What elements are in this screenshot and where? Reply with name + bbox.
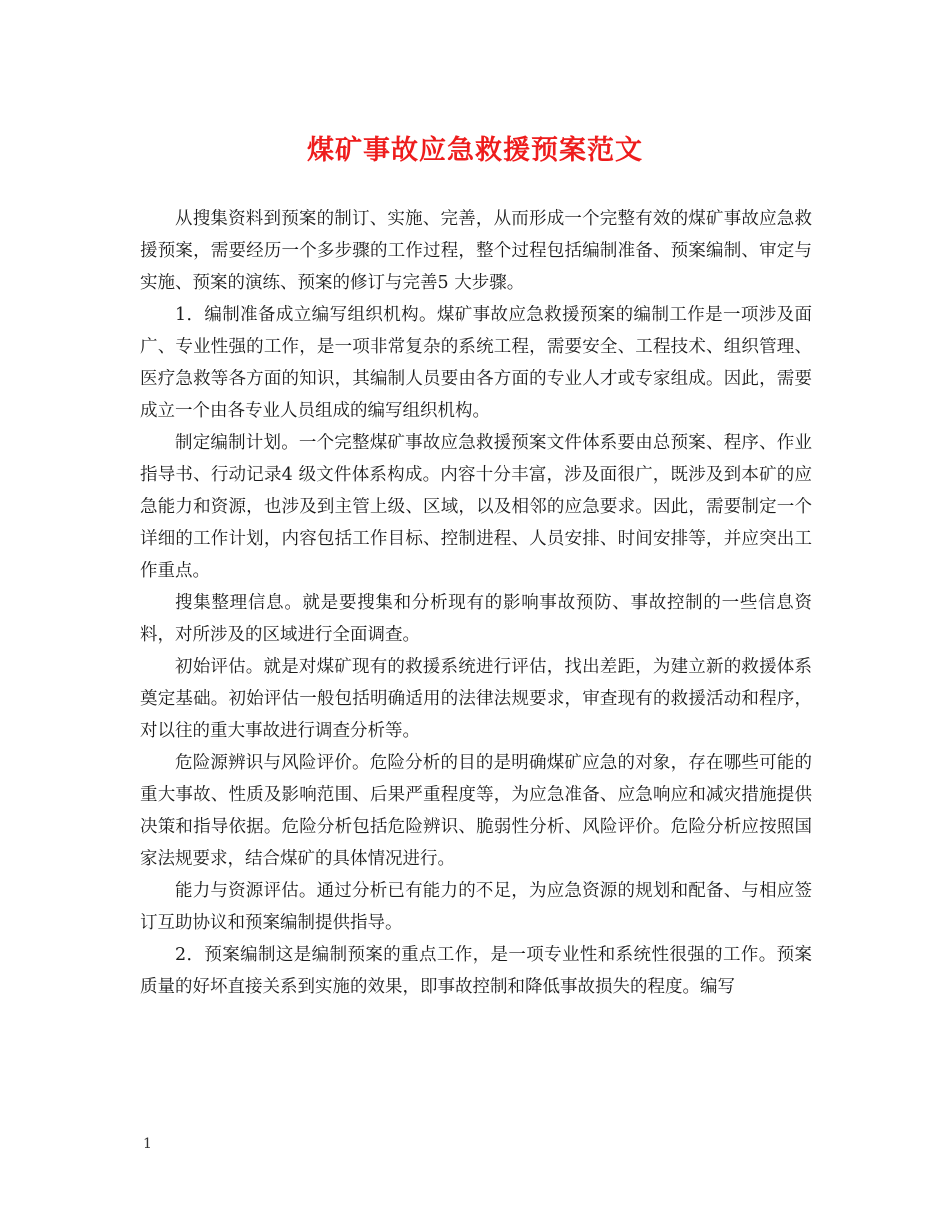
paragraph: 从搜集资料到预案的制订、实施、完善，从而形成一个完整有效的煤矿事故应急救援预案，需要经历一个多步骤的工作过程，整个过程包括编制准备、预案编制、审定与实施、预案的演练、预案的修订与完善5 大步骤。 [140,209,812,293]
document-title: 煤矿事故应急救援预案范文 [307,135,643,166]
document-body [140,203,812,1003]
paragraph: 初始评估。就是对煤矿现有的救援系统进行评估，找出差距，为建立新的救援体系奠定基础。初始评估一般包括明确适用的法律法规要求，审查现有的救援活动和程序，对以往的重大事故进行调查分析等。 [140,657,812,741]
paragraph: 搜集整理信息。就是要搜集和分析现有的影响事故预防、事故控制的一些信息资料，对所涉及的区域进行全面调查。 [140,593,812,645]
paragraph: 危险源辨识与风险评价。危险分析的目的是明确煤矿应急的对象，存在哪些可能的重大事故、性质及影响范围、后果严重程度等，为应急准备、应急响应和减灾措施提供决策和指导依据。危险分析包括危险辨识、脆弱性分析、风险评价。危险分析应按照国家法规要求，结合煤矿的具体情况进行。 [140,753,812,869]
paragraph: 2．预案编制这是编制预案的重点工作，是一项专业性和系统性很强的工作。预案质量的好坏直接关系到实施的效果，即事故控制和降低事故损失的程度。编写 [140,945,812,997]
page-number: 1 [143,1136,152,1152]
paragraph: 制定编制计划。一个完整煤矿事故应急救援预案文件体系要由总预案、程序、作业指导书、行动记录4 级文件体系构成。内容十分丰富，涉及面很广，既涉及到本矿的应急能力和资源，也涉及到主管上级、区域，以及相邻的应急要求。因此，需要制定一个详细的工作计划，内容包括工作目标、控制进程、人员安排、时间安排等，并应突出工作重点。 [140,433,812,581]
paragraph: 1．编制准备成立编写组织机构。煤矿事故应急救援预案的编制工作是一项涉及面广、专业性强的工作，是一项非常复杂的系统工程，需要安全、工程技术、组织管理、医疗急救等各方面的知识，其编制人员要由各方面的专业人才或专家组成。因此，需要成立一个由各专业人员组成的编写组织机构。 [140,305,812,421]
paragraph: 能力与资源评估。通过分析已有能力的不足，为应急资源的规划和配备、与相应签订互助协议和预案编制提供指导。 [140,881,812,933]
